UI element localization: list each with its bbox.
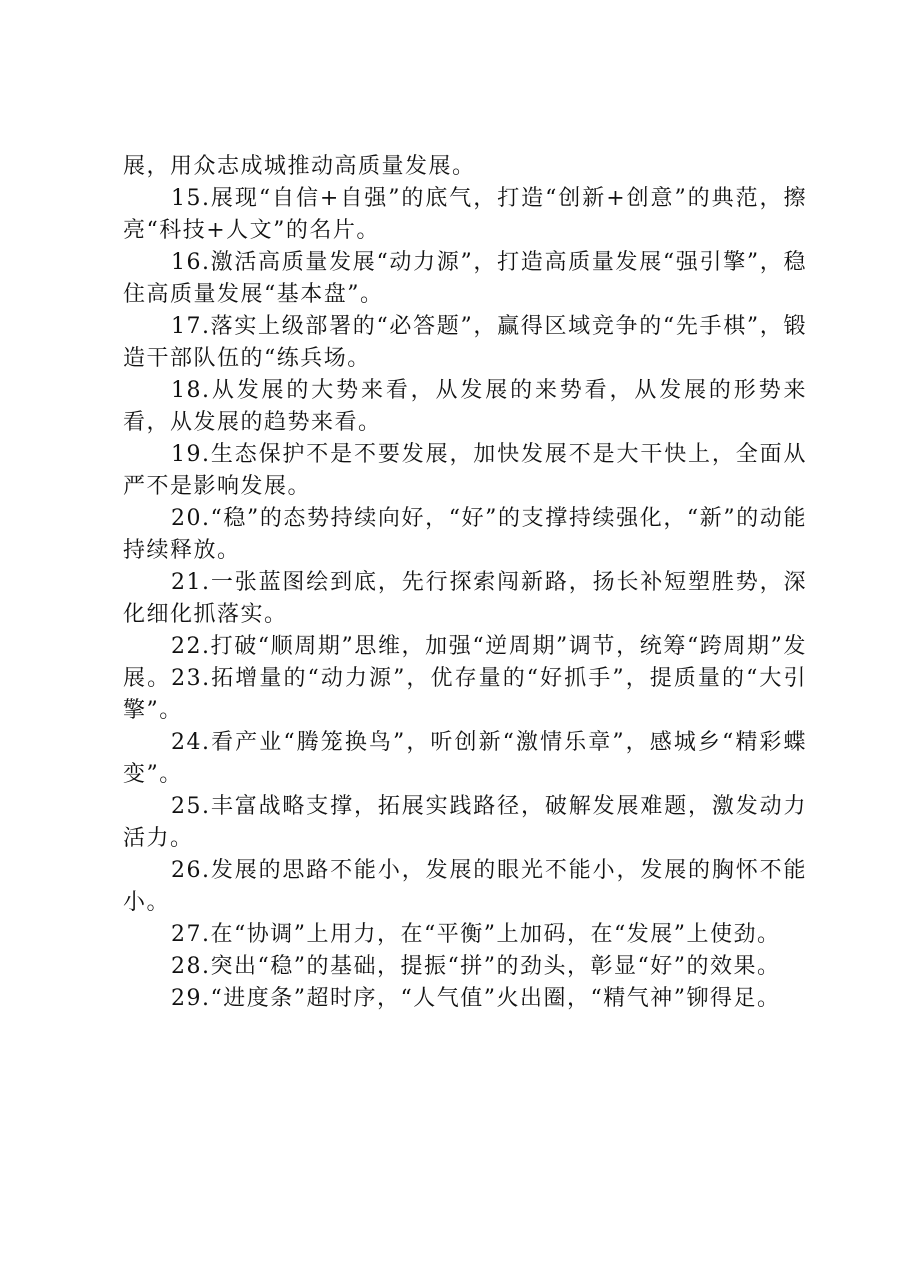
paragraph-25: 25.丰富战略支撑，拓展实践路径，破解发展难题，激发动力活力。 xyxy=(123,794,807,851)
paragraph-continuation: 展，用众志成城推动高质量发展。 xyxy=(123,154,476,179)
paragraph-22-23: 22.打破“顺周期”思维，加强“逆周期”调节，统筹“跨周期”发展。23.拓增量的“动力源”，优存量的“好抓手”，提质量的“大引擎”。 xyxy=(123,634,807,723)
paragraph-27: 27.在“协调”上用力，在“平衡”上加码，在“发展”上使劲。 xyxy=(171,922,781,947)
paragraph-18: 18.从发展的大势来看，从发展的来势看，从发展的形势来看，从发展的趋势来看。 xyxy=(123,378,807,435)
paragraph-20: 20.“稳”的态势持续向好，“好”的支撑持续强化，“新”的动能持续释放。 xyxy=(123,506,807,563)
paragraph-26: 26.发展的思路不能小，发展的眼光不能小，发展的胸怀不能小。 xyxy=(123,858,807,915)
paragraph-28: 28.突出“稳”的基础，提振“拼”的劲头，彰显“好”的效果。 xyxy=(171,954,781,979)
paragraph-29: 29.“进度条”超时序，“人气值”火出圈，“精气神”铆得足。 xyxy=(171,986,781,1011)
paragraph-15: 15.展现“自信+自强”的底气，打造“创新+创意”的典范，擦亮“科技+人文”的名片。 xyxy=(123,186,807,243)
paragraph-21: 21.一张蓝图绘到底，先行探索闯新路，扬长补短塑胜势，深化细化抓落实。 xyxy=(123,570,807,627)
document-body xyxy=(123,151,807,1015)
paragraph-19: 19.生态保护不是不要发展，加快发展不是大干快上，全面从严不是影响发展。 xyxy=(123,442,807,499)
paragraph-17: 17.落实上级部署的“必答题”，赢得区域竞争的“先手棋”，锻造干部队伍的“练兵场。 xyxy=(123,314,807,371)
paragraph-16: 16.激活高质量发展“动力源”，打造高质量发展“强引擎”，稳住高质量发展“基本盘”。 xyxy=(123,250,807,307)
paragraph-24: 24.看产业“腾笼换鸟”，听创新“激情乐章”，感城乡“精彩蝶变”。 xyxy=(123,730,807,787)
